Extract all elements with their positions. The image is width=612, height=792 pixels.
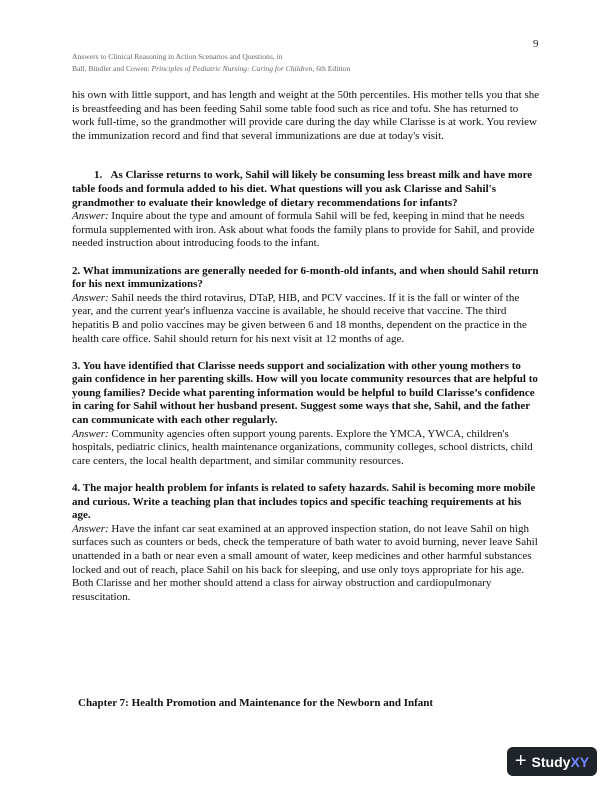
header-book-title: Principles of Pediatric Nursing: Caring for Children bbox=[151, 64, 313, 73]
answer-paragraph bbox=[72, 523, 542, 605]
answer-label: Answer: bbox=[72, 210, 109, 223]
running-header-line-1: Answers to Clinical Reasoning in Action Scenarios and Questions, in bbox=[72, 52, 283, 61]
plus-icon: + bbox=[514, 749, 527, 772]
header-authors: Ball, Bindler and Cowen: bbox=[72, 64, 152, 73]
question-block-2 bbox=[72, 265, 542, 347]
studyxy-badge-button[interactable] bbox=[507, 747, 597, 776]
question-block-3 bbox=[72, 360, 542, 469]
answer-label: Answer: bbox=[72, 427, 109, 440]
running-header-line-2 bbox=[72, 63, 542, 75]
header-edition: , 6th Edition bbox=[312, 64, 351, 73]
answer-text: Sahil needs the third rotavirus, DTaP, HIB, and PCV vaccines. If it is the fall or winter of the year, and the current year's influenza vaccine is available, he should receive that vaccine. The third hepatitis B and polio vaccines may be given between 6 and 18 months, dependent on the practice in the health care office. Sahil should return for his next visit at 12 months of age. bbox=[72, 291, 527, 345]
answer-label: Answer: bbox=[72, 291, 109, 304]
answer-text: Have the infant car seat examined at an approved inspection station, do not leave Sahil on high surfaces such as counters or beds, check the temperature of bath water to avoid burning, never leave Sahil unattended in a bath or near even a small amount of water, keep medicines and other harmful substances locked and out of reach, place Sahil on his back for sleeping, and use only toys appropriate for his age. Both Clarisse and her mother should attend a class for airway obstruction and cardiopulmonary resuscitation. bbox=[72, 522, 538, 603]
brand-accent: XY bbox=[570, 753, 590, 770]
answer-label: Answer: bbox=[72, 522, 109, 535]
intro-paragraph: his own with little support, and has length and weight at the 50th percentiles. His mother tells you that she is breastfeeding and has been feeding Sahil some table food such as rice and tofu. She has returned to work full-time, so the grandmother will provide care during the day while Clarisse is at work. You review the immunization record and find that several immunizations are due at today's visit. bbox=[72, 89, 540, 142]
chapter-footer: Chapter 7: Health Promotion and Maintenance for the Newborn and Infant bbox=[78, 697, 434, 709]
document-body bbox=[72, 89, 542, 618]
question-text: 3. You have identified that Clarisse needs support and socialization with other young mothers to gain confidence in her parenting skills. How will you locate community resources that are helpful to young families? Decide what parenting information would be helpful to build Clarisse’s confidence in caring for Sahil without her husband present. Suggest some ways that she, Sahil, and the father can communicate with each other regularly. bbox=[72, 359, 538, 427]
question-block-4 bbox=[72, 482, 542, 604]
question-block-1 bbox=[72, 169, 542, 251]
brand-main: Study bbox=[531, 753, 571, 770]
question-text: 4. The major health problem for infants is related to safety hazards. Sahil is becoming more mobile and curious. Write a teaching plan that includes topics and specific teaching requirements at his age. bbox=[72, 482, 536, 522]
page-number: 9 bbox=[533, 38, 539, 50]
answer-paragraph bbox=[72, 210, 542, 251]
answer-paragraph bbox=[72, 292, 542, 346]
question-text: 2. What immunizations are generally needed for 6-month-old infants, and when should Sahil return for his next immunizations? bbox=[72, 264, 539, 291]
running-header bbox=[72, 51, 542, 75]
answer-text: Inquire about the type and amount of formula Sahil will be fed, keeping in mind that he needs formula supplemented with iron. Ask about what foods the family plans to provide for Sahil, and provide needed instruction about introducing foods to the infant. bbox=[72, 210, 535, 250]
brand-wordmark bbox=[532, 754, 590, 770]
question-text: 1. As Clarisse returns to work, Sahil will likely be consuming less breast milk and have more table foods and formula added to his diet. What questions will you ask Clarisse and Sahil's grandmother to evaluate their knowledge of dietary recommendations for infants? bbox=[72, 169, 533, 209]
answer-text: Community agencies often support young parents. Explore the YMCA, YWCA, children's hospitals, pediatric clinics, health maintenance organizations, community colleges, school districts, child care centers, the local health department, and similar community resources. bbox=[72, 427, 533, 467]
answer-paragraph bbox=[72, 428, 542, 469]
